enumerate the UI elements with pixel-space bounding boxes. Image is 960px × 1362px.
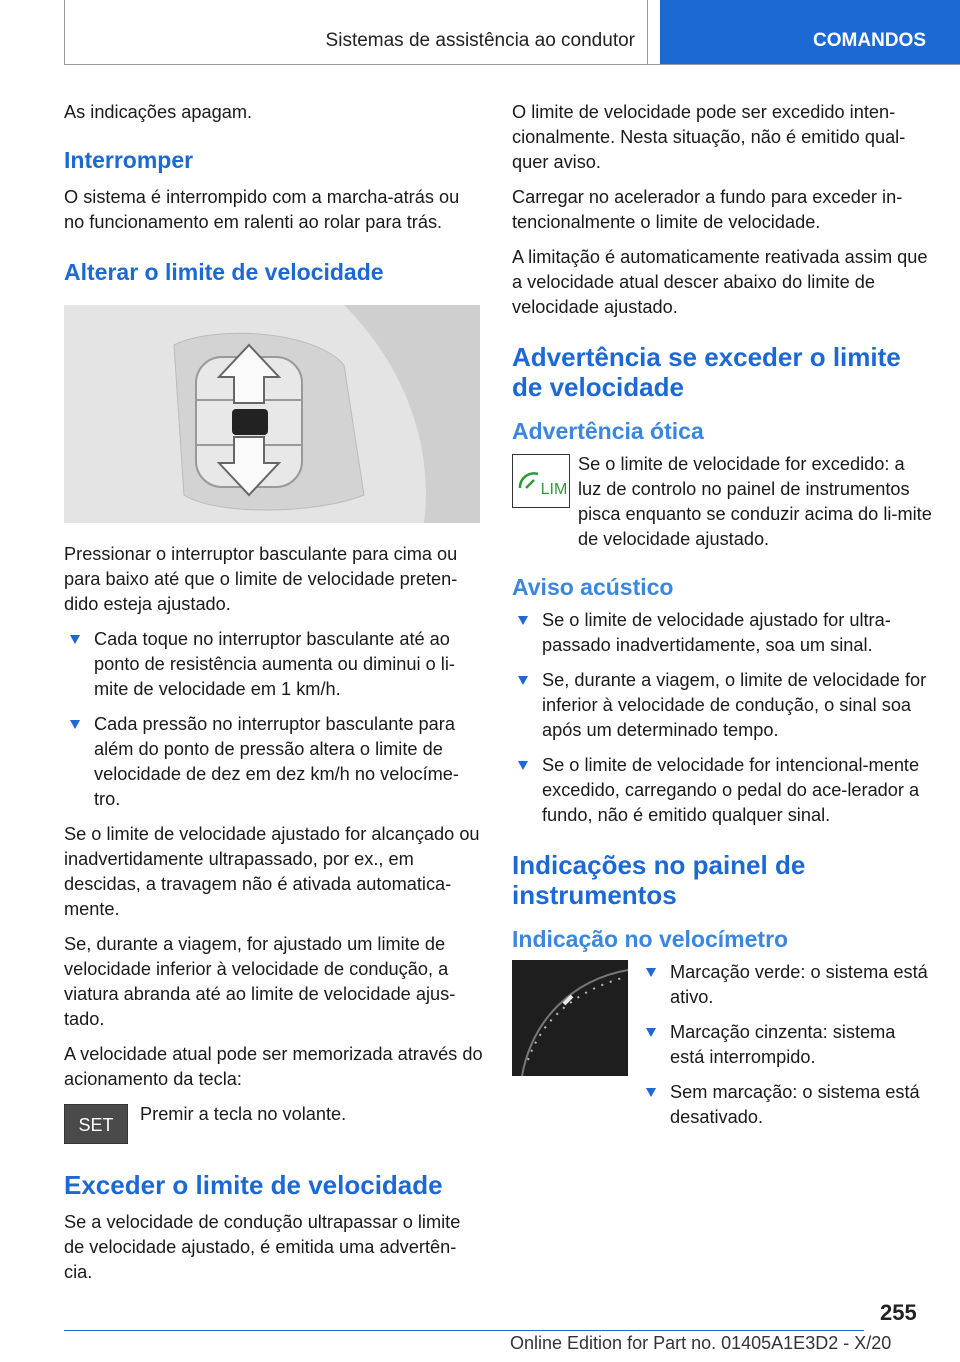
set-button-label: SET xyxy=(78,1115,114,1135)
chapter-tab: COMANDOS xyxy=(660,0,960,64)
page-number: 255 xyxy=(880,1300,917,1325)
list-item-text: Marcação verde: o sistema está ativo. xyxy=(670,962,928,1007)
list-item-text: Cada pressão no interruptor basculante para além do ponto de pressão altera o limite de velocidade de dez em dez km/h no velocíme-tro. xyxy=(94,714,459,809)
edition-note: Online Edition for Part no. 01405A1E3D2 - X/20 xyxy=(510,1333,892,1353)
heading-interromper: Interromper xyxy=(64,147,194,173)
triangle-bullet-icon xyxy=(518,676,528,685)
list-item xyxy=(64,712,484,812)
triangle-bullet-icon xyxy=(518,761,528,770)
left-column xyxy=(64,100,484,1295)
heading-alterar-limite: Alterar o limite de velocidade xyxy=(64,259,384,285)
triangle-bullet-icon xyxy=(70,635,80,644)
heading-indicacao-velocimetro: Indicação no velocímetro xyxy=(512,926,789,952)
list-item xyxy=(64,627,484,702)
triangle-bullet-icon xyxy=(518,616,528,625)
triangle-bullet-icon xyxy=(646,1088,656,1097)
list-item-text: Sem marcação: o sistema está desativado. xyxy=(670,1082,920,1127)
right-column xyxy=(512,100,932,1140)
paragraph: Premir a tecla no volante. xyxy=(140,1104,347,1124)
lim-icon-label: LIM xyxy=(540,481,568,498)
paragraph: O sistema é interrompido com a marcha-atrás ou no funcionamento em ralenti ao rolar para trás. xyxy=(64,187,460,232)
header-divider xyxy=(64,64,960,65)
heading-indicacoes-painel: Indicações no painel de instrumentos xyxy=(512,850,806,910)
heading-advertencia-otica: Advertência ótica xyxy=(512,418,704,444)
paragraph: Se o limite de velocidade for excedido: a luz de controlo no painel de instrumentos pisca enquanto se conduzir acima do li-mite de velocidade ajustado. xyxy=(578,454,932,549)
paragraph: A velocidade atual pode ser memorizada através do acionamento da tecla: xyxy=(64,1044,483,1089)
list-item-text: Cada toque no interruptor basculante até ao ponto de resistência aumenta ou diminui o li-mite de velocidade em 1 km/h. xyxy=(94,629,455,699)
list-item xyxy=(512,753,932,828)
speedometer-marking-illustration xyxy=(512,960,628,1076)
paragraph: O limite de velocidade pode ser excedido inten-cionalmente. Nesta situação, não é emitido qual-quer aviso. xyxy=(512,102,906,172)
list-item xyxy=(640,1020,932,1070)
list-item-text: Se o limite de velocidade for intencional-mente excedido, carregando o pedal do ace-lerador a fundo, não é emitido qualquer sinal. xyxy=(542,755,920,825)
footer-divider xyxy=(64,1330,864,1331)
paragraph: Se o limite de velocidade ajustado for alcançado ou inadvertidamente ultrapassado, por ex., em descidas, a travagem não é ativada automatica-mente. xyxy=(64,824,480,919)
list-item xyxy=(512,668,932,743)
paragraph: A limitação é automaticamente reativada assim que a velocidade atual descer abaixo do limite de velocidade ajustado. xyxy=(512,247,928,317)
paragraph: As indicações apagam. xyxy=(64,102,253,122)
paragraph: Carregar no acelerador a fundo para exceder in-tencionalmente o limite de velocidade. xyxy=(512,187,903,232)
list-item-text: Se o limite de velocidade ajustado for ultra-passado inadvertidamente, soa um sinal. xyxy=(542,610,891,655)
lim-warning-light-icon xyxy=(512,454,570,508)
triangle-bullet-icon xyxy=(646,1028,656,1037)
list-item-text: Se, durante a viagem, o limite de velocidade for inferior à velocidade de condução, o sinal soa após um determinado tempo. xyxy=(542,670,927,740)
paragraph: Se, durante a viagem, for ajustado um limite de velocidade inferior à velocidade de condução, a viatura abranda até ao limite de velocidade ajus-tado. xyxy=(64,934,456,1029)
list-item-text: Marcação cinzenta: sistema está interrompido. xyxy=(670,1022,896,1067)
list-item xyxy=(640,960,932,1010)
steering-wheel-rocker-switch-illustration xyxy=(64,305,480,523)
list-item xyxy=(640,1080,932,1130)
heading-exceder-limite: Exceder o limite de velocidade xyxy=(64,1170,443,1200)
speedometer-list xyxy=(640,960,932,1140)
speedometer-section xyxy=(512,960,932,1140)
list-item xyxy=(512,608,932,658)
lim-indicator-row xyxy=(512,452,932,552)
set-button-row xyxy=(64,1102,484,1152)
triangle-bullet-icon xyxy=(70,720,80,729)
paragraph: Se a velocidade de condução ultrapassar o limite de velocidade ajustado, é emitida uma advertên-cia. xyxy=(64,1212,461,1282)
heading-aviso-acustico: Aviso acústico xyxy=(512,574,674,600)
set-button-icon xyxy=(64,1104,128,1144)
triangle-bullet-icon xyxy=(646,968,656,977)
paragraph: Pressionar o interruptor basculante para cima ou para baixo até que o limite de velocidade preten-dido esteja ajustado. xyxy=(64,544,458,614)
heading-advertencia: Advertência se exceder o limite de velocidade xyxy=(512,342,901,402)
running-header-section: Sistemas de assistência ao condutor xyxy=(64,0,648,64)
